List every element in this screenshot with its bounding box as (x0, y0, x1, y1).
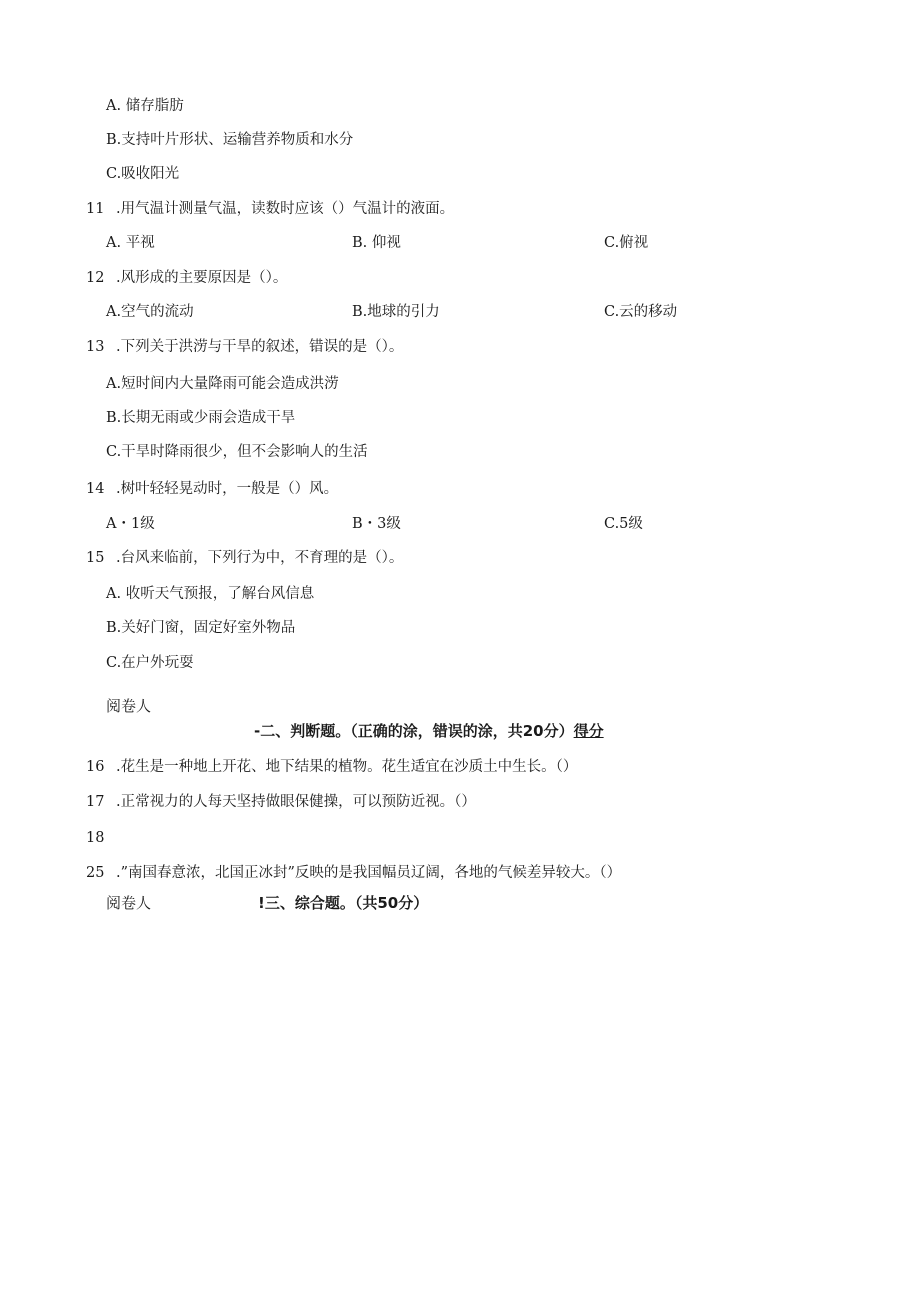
q18-number: 18 (86, 830, 105, 846)
q11-number: 11 (86, 201, 105, 217)
q14-option-c: C.5级 (604, 516, 643, 532)
section2-score-label: 得分 (573, 722, 604, 740)
q11-option-a: A. 平视 (106, 235, 155, 251)
q11-option-c: C.俯视 (604, 235, 649, 251)
q14-option-a: A・1级 (106, 516, 155, 532)
q13-text: .下列关于洪涝与干旱的叙述，错误的是（）。 (116, 339, 404, 355)
q14-number: 14 (86, 481, 105, 497)
q14-text: .树叶轻轻晃动时，一般是（）风。 (116, 481, 339, 497)
q15-option-b: B.关好门窗，固定好室外物品 (106, 620, 296, 636)
q15-number: 15 (86, 550, 105, 566)
q10-option-a: A. 储存脂肪 (106, 98, 184, 114)
section2-title (254, 721, 604, 741)
section2-reviewer-label: 阅卷人 (106, 697, 152, 715)
q13-option-b: B.长期无雨或少雨会造成干旱 (106, 410, 296, 426)
section3-reviewer-label: 阅卷人 (106, 894, 152, 912)
q15-option-a: A. 收听天气预报，了解台风信息 (106, 586, 315, 602)
q13-option-a: A.短时间内大量降雨可能会造成洪涝 (106, 376, 339, 392)
q16-number: 16 (86, 759, 105, 775)
q16-text: .花生是一种地上开花、地下结果的植物。花生适宜在沙质土中生长。（） (116, 759, 578, 775)
q12-option-c: C.云的移动 (604, 304, 678, 320)
q12-number: 12 (86, 270, 105, 286)
q25-text: .”南国春意浓，北国正冰封”反映的是我国幅员辽阔，各地的气候差异较大。（） (116, 865, 622, 881)
q11-text: .用气温计测量气温，读数时应该（）气温计的液面。 (116, 201, 455, 217)
q17-number: 17 (86, 794, 105, 810)
q10-option-c: C.吸收阳光 (106, 166, 180, 182)
q11-option-b: B. 仰视 (352, 235, 401, 251)
q25-number: 25 (86, 865, 105, 881)
q12-text: .风形成的主要原因是（）。 (116, 270, 288, 286)
section2-title-text: -二、判断题。（正确的涂，错误的涂，共20分） (254, 722, 574, 740)
q12-option-a: A.空气的流动 (106, 304, 194, 320)
q13-number: 13 (86, 339, 105, 355)
q17-text: .正常视力的人每天坚持做眼保健操，可以预防近视。（） (116, 794, 476, 810)
q15-text: .台风来临前，下列行为中，不育理的是（）。 (116, 550, 404, 566)
q10-option-b: B.支持叶片形状、运输营养物质和水分 (106, 132, 354, 148)
q15-option-c: C.在户外玩耍 (106, 655, 194, 671)
q14-option-b: B・3级 (352, 516, 401, 532)
section3-title: !三、综合题。（共50分） (258, 894, 429, 912)
q12-option-b: B.地球的引力 (352, 304, 440, 320)
q13-option-c: C.干旱时降雨很少，但不会影响人的生活 (106, 444, 368, 460)
